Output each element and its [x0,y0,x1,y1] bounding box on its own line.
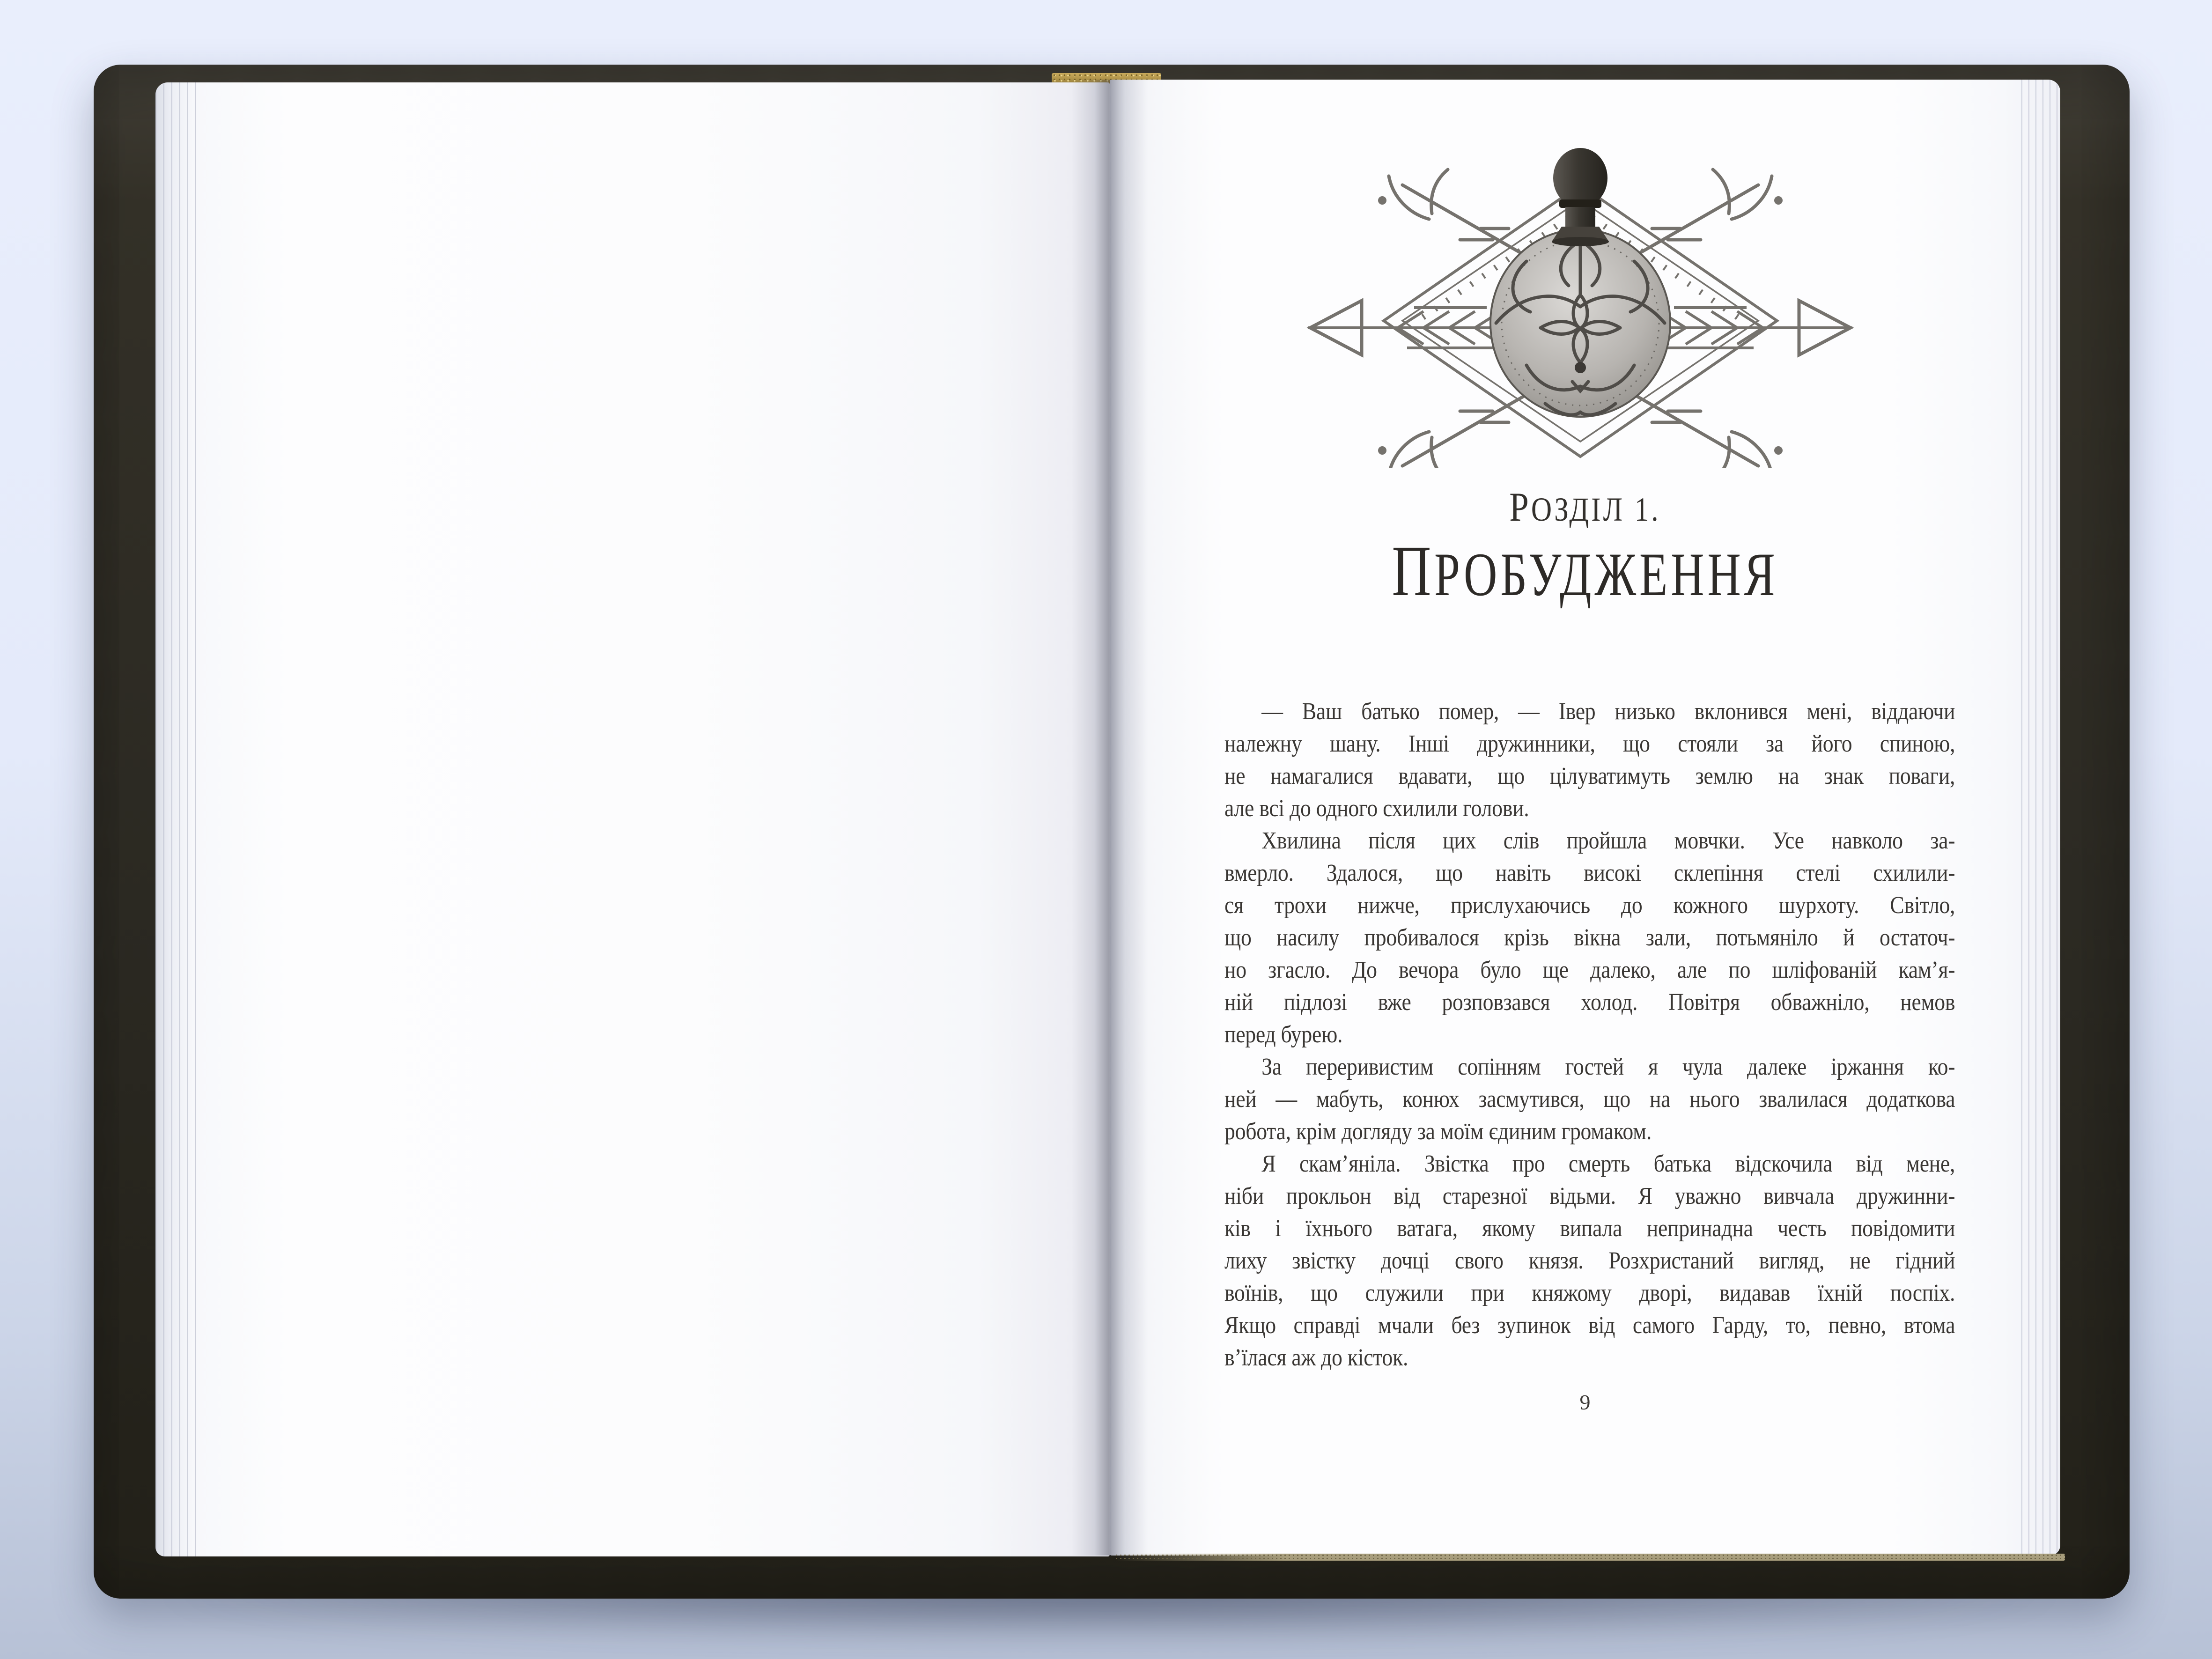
text-line: Я скам’яніла. Звістка про смерть батька відскочила від мене, [1261,1150,1955,1177]
text-line: ся трохи нижче, прислухаючись до кожного шурхоту. Світло, [1224,892,1955,919]
text-line: в’їлася аж до кісток. [1224,1344,1408,1371]
branch-bottom-right [1632,393,1783,468]
text-line: ній підлозі вже розповзався холод. Повітря обважніло, немов [1224,989,1955,1016]
body-text [1224,695,1955,1374]
text-line: робота, крім догляду за моїм єдиним громаком. [1224,1118,1652,1145]
text-line: Хвилина після цих слів пройшла мовчки. Усе навколо за- [1261,827,1955,854]
right-page [1110,80,2060,1556]
text-line: але всі до одного схилили голови. [1224,795,1529,822]
text-line: За переривистим сопінням гостей я чула далеке іржання ко- [1261,1054,1955,1080]
text-line: лиху звістку дочці свого князя. Розхристаний вигляд, не гідний [1224,1247,1955,1274]
branch-top-left [1378,170,1529,258]
page-block-deckle-edge [1114,1554,2065,1561]
text-line: ней — мабуть, конюх засмутився, що на нього звалилася додаткова [1224,1086,1955,1113]
branch-bottom-left [1378,393,1529,468]
page-number: 9 [1579,1390,1591,1414]
chapter-label: РОЗДІЛ 1. [1509,485,1661,530]
branch-top-right [1632,170,1783,258]
chapter-ornament-amulet-icon [1306,140,1854,468]
left-page-blank [155,82,1110,1556]
text-line: вмерло. Здалося, що навіть високі склепіння стелі схилили- [1224,860,1955,886]
text-line: ніби прокльон від старезної відьми. Я уважно вивчала дружинни- [1224,1183,1955,1209]
text-line: — Ваш батько помер, — Івер низько вклонився мені, віддаючи [1261,698,1955,725]
text-line: ків і їхнього ватага, якому випала непринадна честь повідомити [1224,1215,1955,1242]
spine-gutter-shadow [1071,80,1148,1556]
amulet-cap [1552,148,1609,246]
text-line: належну шану. Інші дружинники, що стояли за його спиною, [1224,730,1955,757]
chapter-title: ПРОБУДЖЕННЯ [1392,531,1778,611]
amulet-body [1490,229,1670,417]
text-line: воїнів, що служили при княжому дворі, видавав їхній поспіх. [1224,1280,1955,1306]
text-line: но згасло. До вечора було ще далеко, але по шліфованій кам’я- [1224,957,1955,983]
right-page-edges [2015,80,2060,1556]
left-page-edges [155,82,199,1556]
text-line: перед бурею. [1224,1021,1343,1048]
text-line: не намагалися вдавати, що цілуватимуть землю на знак поваги, [1224,763,1955,789]
text-line: Якщо справді мчали без зупинок від самого Гарду, то, певно, втома [1224,1312,1955,1339]
text-line: що насилу пробивалося крізь вікна зали, потьмяніло й остаточ- [1224,924,1955,951]
